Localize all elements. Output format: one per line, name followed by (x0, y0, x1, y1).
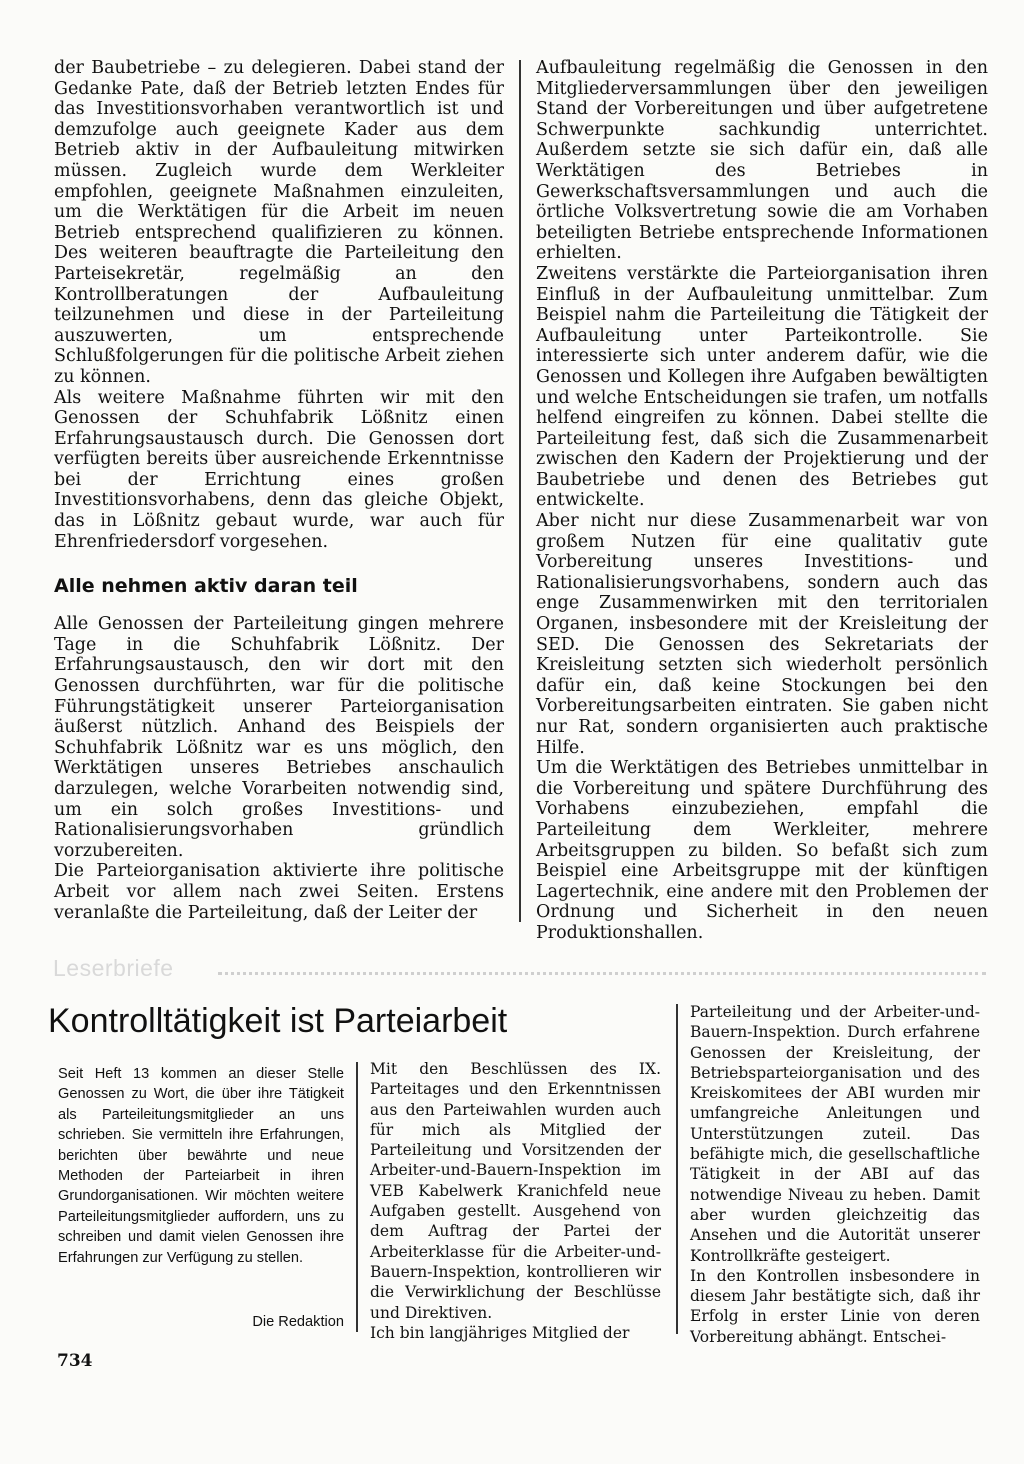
letter-paragraph: Mit den Beschlüssen des IX. Parteitages und den Erkenntnissen aus den Parteiwahlen wurden auch für mich als Mitglied der Parteileitung und Vorsitzenden der Arbeiter-und-Bauern-Inspektion im VEB Kabelwerk Kranichfeld neue Aufgaben gestellt. Ausgehend von dem Auftrag der Partei der Arbeiterklasse für die Arbeiter-und-Bauern-Inspektion, kontrollieren wir die Verwirklichung der Beschlüsse und Direktiven. (370, 1060, 661, 1322)
section-label: Leserbriefe (53, 955, 174, 981)
letter-paragraph: In den Kontrollen insbesondere in diesem Jahr bestätigte sich, daß ihr Erfolg in erster Linie von deren Vorbereitung abhängt. Entschei- (690, 1266, 980, 1346)
article-subheading: Alle nehmen aktiv daran teil (54, 575, 358, 598)
letter-right-column (690, 1002, 980, 1347)
section-divider (218, 972, 986, 975)
column-divider (676, 1004, 678, 1334)
article-left-column (54, 58, 504, 923)
page-number: 734 (57, 1351, 93, 1371)
article-paragraph: der Baubetriebe – zu delegieren. Dabei stand der Gedanke Pate, daß der Betrieb letzten Endes für das Investitionsvorhaben verantwortlich ist und demzufolge auch geeignete Kader aus dem Betrieb aktiv in der Aufbauleitung mitwirken müssen. Zugleich wurde dem Werkleiter empfohlen, geeignete Maßnahmen einzuleiten, um die Werktätigen für die Arbeit im neuen Betrieb entsprechend qualifizieren zu können. Des weiteren beauftragte die Parteileitung den Parteisekretär, regelmäßig an den Kontrollberatungen der Aufbauleitung teilzunehmen und diese in der Parteileitung auszuwerten, um entsprechende Schlußfolgerungen für die politische Arbeit ziehen zu können. (54, 58, 504, 387)
editorial-signature: Die Redaktion (252, 1314, 344, 1331)
letter-paragraph: Ich bin langjähriges Mitglied der (370, 1323, 630, 1342)
column-divider (356, 1062, 358, 1332)
letter-middle-column (370, 1059, 661, 1343)
article-paragraph: Aber nicht nur diese Zusammenarbeit war von großem Nutzen für eine qualitativ gute Vorbereitung unseres Investitions- und Rationalisierungsvorhabens, sondern auch das enge Zusammenwirken mit den territorialen Organen, insbesondere mit der Kreisleitung der SED. Die Genossen des Sekretariats der Kreisleitung setzten sich wiederholt persönlich dafür ein, daß keine Stockungen bei den Vorbereitungsarbeiten eintraten. Sie gaben nicht nur Rat, sondern organisierten auch praktische Hilfe. (536, 511, 988, 758)
editorial-intro (58, 1064, 344, 1332)
article-paragraph: Um die Werktätigen des Betriebes unmittelbar in die Vorbereitung und spätere Durchführung des Vorhabens einzubeziehen, empfahl die Parteileitung dem Werkleiter, mehrere Arbeitsgruppen zu bilden. So befaßt sich zum Beispiel eine Arbeitsgruppe mit der künftigen Lagertechnik, eine andere mit den Problemen der Ordnung und Sicherheit in den neuen Produktionshallen. (536, 758, 988, 943)
letters-title: Kontrolltätigkeit ist Parteiarbeit (48, 1002, 508, 1040)
article-paragraph: Aufbauleitung regelmäßig die Genossen in den Mitgliederversammlungen über den jeweiligen Stand der Vorbereitungen und über aufgetretene Schwerpunkte sachkundig unterrichtet. Außerdem setzte sie sich dafür ein, daß alle Werktätigen des Betriebes in Gewerkschaftsversammlungen und auch die örtliche Volksvertretung sowie die am Vorhaben beteiligten Betriebe entsprechende Informationen erhielten. (536, 58, 988, 264)
article-paragraph: Die Parteiorganisation aktivierte ihre politische Arbeit vor allem nach zwei Seiten. Erstens veranlaßte die Parteileitung, daß der Leiter der (54, 861, 504, 923)
column-divider (519, 60, 521, 922)
intro-text: Seit Heft 13 kommen an dieser Stelle Genossen zu Wort, die über ihre Tätigkeit als Parteileitungsmitglieder an uns schrieben. Sie vermitteln ihre Erfahrungen, berichten über bewährte und neue Methoden der Parteiarbeit in ihren Grundorganisationen. Wir möchten weitere Parteileitungsmitglieder auffordern, uns zu schreiben und damit vielen Genossen ihre Erfahrungen zur Verfügung zu stellen. (58, 1066, 344, 1266)
letter-paragraph: Parteileitung und der Arbeiter-und-Bauern-Inspektion. Durch erfahrene Genossen der Kreisleitung, der Betriebsparteiorganisation und des Kreiskomitees der ABI wurden mir umfangreiche Anleitungen und Unterstützungen zuteil. Das befähigte mich, die gesellschaftliche Tätigkeit in der ABI auf das notwendige Niveau zu heben. Damit aber wurden gleichzeitig das Ansehen und die Autorität unserer Kontrollkräfte gesteigert. (690, 1003, 980, 1265)
article-paragraph: Zweitens verstärkte die Parteiorganisation ihren Einfluß in der Aufbauleitung unmittelbar. Zum Beispiel nahm die Parteileitung die Tätigkeit der Aufbauleitung unter Parteikontrolle. Sie interessierte sich unter anderem dafür, wie die Genossen und Kollegen ihre Aufgaben bewältigten und welche Entscheidungen sie trafen, um notfalls helfend eingreifen zu können. Dabei stellte die Parteileitung fest, daß sich die Zusammenarbeit zwischen den Kadern der Projektierung und der Baubetriebe und denen des Betriebes gut entwickelte. (536, 263, 988, 511)
article-paragraph: Als weitere Maßnahme führten wir mit den Genossen der Schuhfabrik Lößnitz einen Erfahrungsaustausch durch. Die Genossen dort verfügten bereits über ausreichende Erkenntnisse bei der Errichtung eines großen Investitionsvorhabens, denn das gleiche Objekt, das in Lößnitz gebaut wurde, war auch für Ehrenfriedersdorf vorgesehen. (54, 387, 504, 552)
article-right-column (536, 58, 988, 944)
article-paragraph: Alle Genossen der Parteileitung gingen mehrere Tage in die Schuhfabrik Lößnitz. Der Erfahrungsaustausch, den wir dort mit den Genossen durchführten, war für die politische Führungstätigkeit unserer Parteiorganisation äußerst nützlich. Anhand des Beispiels der Schuhfabrik Lößnitz war es uns möglich, den Werktätigen unseres Betriebes anschaulich darzulegen, welche Vorarbeiten notwendig sind, um ein solch großes Investitions- und Rationalisierungsvorhaben gründlich vorzubereiten. (54, 614, 504, 861)
